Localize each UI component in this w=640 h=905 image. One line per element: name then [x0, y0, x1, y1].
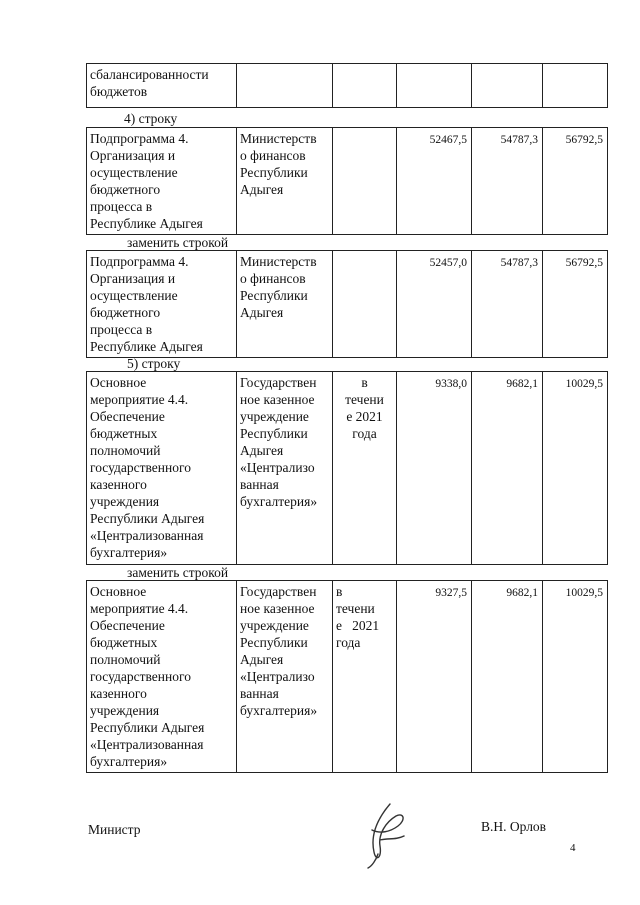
cell-name: Основное мероприятие 4.4. Обеспечение бюджетных полномочий государственного казенного учреждения Республики Адыгея «Централизованная бухгалтерия» [87, 372, 237, 565]
cell-period [333, 128, 397, 235]
table-block-1 [86, 127, 608, 235]
cell-value-3: 56792,5 [543, 251, 608, 358]
page-number: 4 [570, 842, 576, 854]
cell-period [333, 64, 397, 108]
cell-executor [237, 64, 333, 108]
cell-value-3: 56792,5 [543, 128, 608, 235]
cell-name: Основное мероприятие 4.4. Обеспечение бюджетных полномочий государственного казенного учреждения Республики Адыгея «Централизованная бухгалтерия» [87, 581, 237, 773]
cell-value-2 [472, 64, 543, 108]
cell-value-1 [397, 64, 472, 108]
cell-name: Подпрограмма 4. Организация и осуществление бюджетного процесса в Республике Адыгея [87, 251, 237, 358]
cell-period [333, 251, 397, 358]
cell-name: Подпрограмма 4. Организация и осуществление бюджетного процесса в Республике Адыгея [87, 128, 237, 235]
caption-block-3: 5) строку [127, 356, 181, 371]
cell-value-2: 54787,3 [472, 251, 543, 358]
table-block-4 [86, 580, 608, 773]
cell-executor: Министерств о финансов Республики Адыгея [237, 251, 333, 358]
cell-executor: Государствен ное казенное учреждение Республики Адыгея «Централизо ванная бухгалтерия» [237, 581, 333, 773]
table-row [87, 581, 608, 773]
cell-value-2: 9682,1 [472, 372, 543, 565]
cell-executor: Государствен ное казенное учреждение Республики Адыгея «Централизо ванная бухгалтерия» [237, 372, 333, 565]
caption-block-4: заменить строкой [127, 565, 229, 580]
cell-value-1: 9338,0 [397, 372, 472, 565]
signatory-name: В.Н. Орлов [481, 819, 547, 834]
cell-period: в течени е 2021 года [333, 581, 397, 773]
signatory-position: Министр [88, 822, 141, 837]
signature-icon [360, 800, 412, 870]
table-block-2 [86, 250, 608, 358]
cell-name: сбалансированности бюджетов [87, 64, 237, 108]
cell-value-3 [543, 64, 608, 108]
table-row [87, 128, 608, 235]
cell-value-1: 9327,5 [397, 581, 472, 773]
cell-value-3: 10029,5 [543, 372, 608, 565]
cell-value-3: 10029,5 [543, 581, 608, 773]
cell-executor: Министерств о финансов Республики Адыгея [237, 128, 333, 235]
cell-value-2: 9682,1 [472, 581, 543, 773]
cell-value-2: 54787,3 [472, 128, 543, 235]
cell-period: в течени е 2021 года [333, 372, 397, 565]
table-top-row [86, 63, 608, 108]
table-row [87, 372, 608, 565]
table-block-3 [86, 371, 608, 565]
caption-block-2: заменить строкой [127, 235, 229, 250]
cell-value-1: 52467,5 [397, 128, 472, 235]
table-row [87, 64, 608, 108]
table-row [87, 251, 608, 358]
cell-value-1: 52457,0 [397, 251, 472, 358]
caption-block-1: 4) строку [124, 111, 178, 126]
